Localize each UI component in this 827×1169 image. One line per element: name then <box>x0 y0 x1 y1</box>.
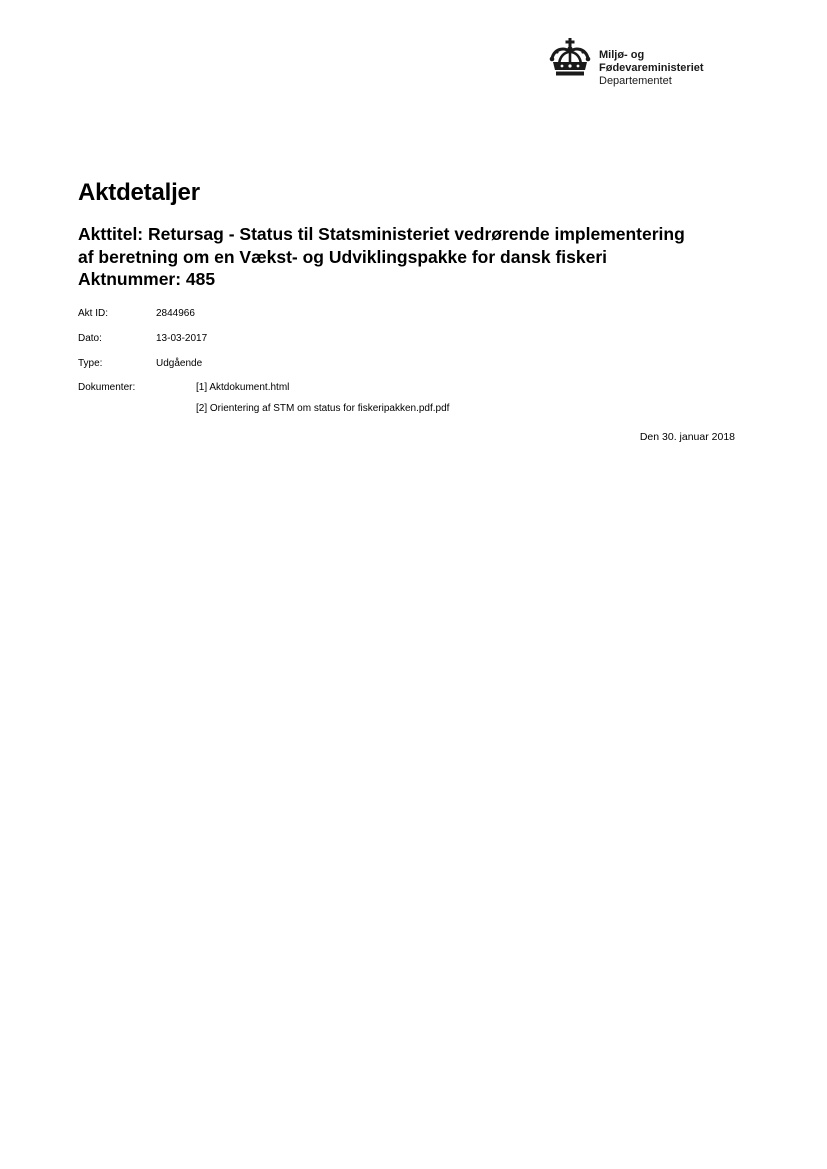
crown-icon <box>549 38 591 78</box>
footer-date: Den 30. januar 2018 <box>639 431 735 443</box>
logo-line-1: Miljø- og <box>599 49 645 61</box>
subtitle-line-3: Aktnummer: 485 <box>78 269 216 289</box>
ministry-logo <box>549 38 749 94</box>
subtitle-line-2: af beretning om en Vækst- og Udviklingspakke for dansk fiskeri <box>78 246 608 267</box>
ministry-name <box>599 49 704 88</box>
logo-line-3: Departementet <box>599 75 672 87</box>
document-link-2[interactable]: [2] Orientering af STM om status for fiskeripakken.pdf.pdf <box>196 403 450 414</box>
subtitle-line-1: Akttitel: Retursag - Status til Statsministeriet vedrørende implementering <box>78 224 685 244</box>
type-label: Type: <box>78 358 103 369</box>
logo-line-2: Fødevareministeriet <box>599 62 704 74</box>
akt-id-value: 2844966 <box>156 308 195 319</box>
type-value: Udgående <box>156 358 203 369</box>
page-title: Aktdetaljer <box>78 179 200 206</box>
dato-value: 13-03-2017 <box>156 333 208 344</box>
dokumenter-label: Dokumenter: <box>78 382 136 393</box>
document-link-1[interactable]: [1] Aktdokument.html <box>196 382 290 393</box>
akt-id-label: Akt ID: <box>78 308 109 319</box>
dato-label: Dato: <box>78 333 102 344</box>
document-subtitle <box>78 223 758 291</box>
